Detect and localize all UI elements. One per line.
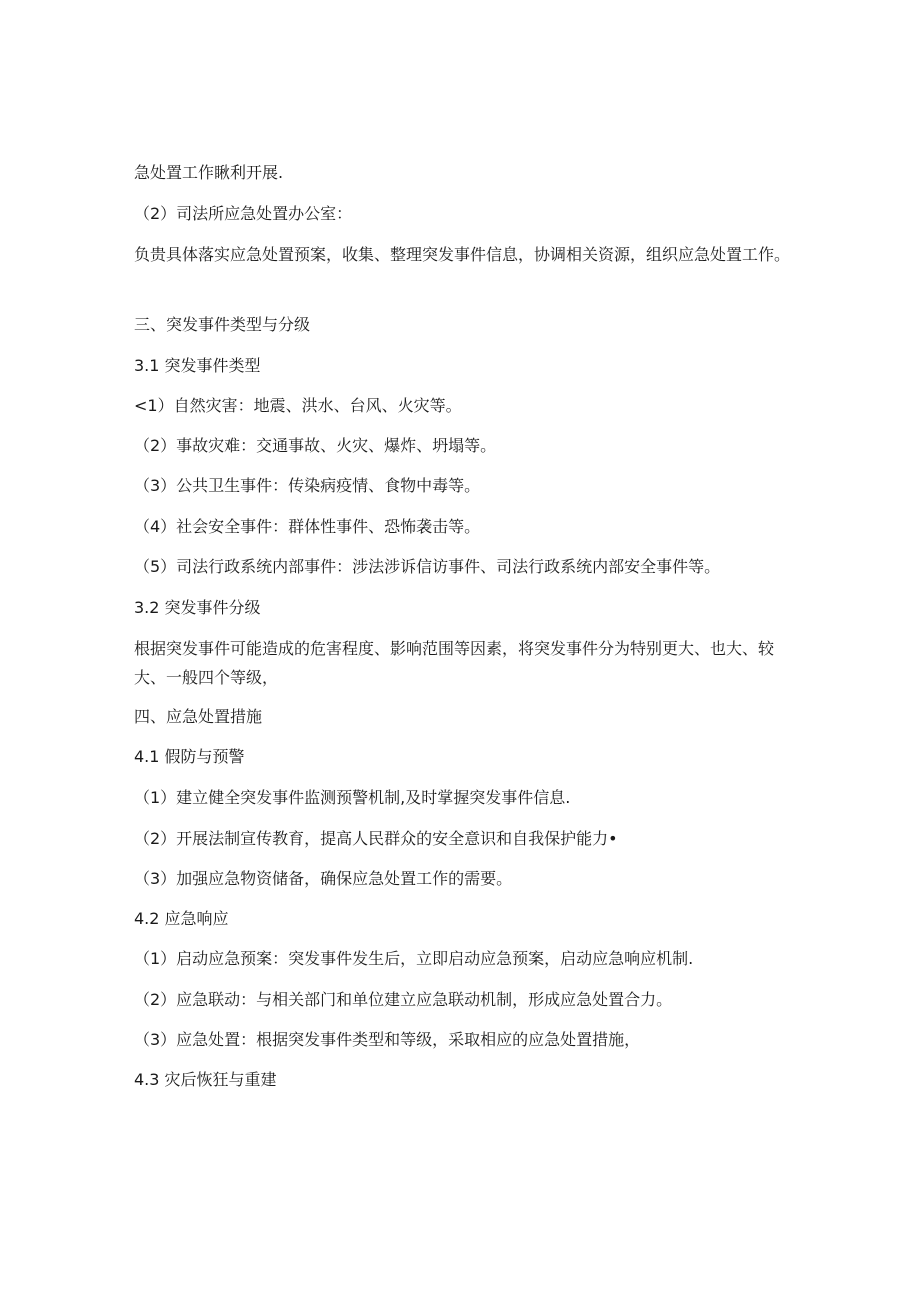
list-item-monitoring: （1）建立健全突发事件监测预警机制,及时掌握突发事件信息. (134, 788, 571, 807)
list-item-public-health: （3）公共卫生事件：传染病疫情、食物中毒等。 (134, 476, 481, 495)
list-item-coordination: （2）应急联动：与相关部门和单位建立应急联动机制，形成应急处置合力。 (134, 990, 673, 1009)
list-item-social-security: （4）社会安全事件：群体性事件、恐怖袭击等。 (134, 517, 481, 536)
list-item-response: （3）应急处置：根据突发事件类型和等级，采取相应的应急处置措施， (134, 1030, 641, 1049)
subsection-heading-3-1: 3.1 突发事件类型 (134, 356, 261, 375)
subsection-heading-4-1: 4.1 假防与预警 (134, 747, 245, 766)
paragraph-continuation: 急处置工作瞅利开展. (134, 163, 284, 182)
list-item-reserves: （3）加强应急物资储备，确保应急处置工作的需要。 (134, 869, 513, 888)
subsection-heading-4-2: 4.2 应急响应 (134, 909, 229, 928)
subsection-heading-4-3: 4.3 灾后恢狂与重建 (134, 1070, 277, 1089)
section-heading-3: 三、突发事件类型与分级 (134, 315, 311, 334)
list-item-judicial-internal: （5）司法行政系统内部事件：涉法涉诉信访事件、司法行政系统内部安全事件等。 (134, 557, 721, 576)
list-item-office: （2）司法所应急处置办公室： (134, 204, 353, 223)
subsection-heading-3-2: 3.2 突发事件分级 (134, 598, 261, 617)
paragraph-office-duties: 负贵具体落实应急处置预案，收集、整理突发事件信息，协调相关资源，组织应急处置工作。 (134, 245, 791, 264)
list-item-education: （2）开展法制宣传教育，提高人民群众的安全意识和自我保护能力• (134, 829, 618, 848)
paragraph-classification: 根据突发事件可能造成的危害程度、影响范围等因素，将突发事件分为特别更大、也大、较大、一般四个等级， (134, 639, 775, 687)
list-item-natural-disaster: <1）自然灾害：地震、洪水、台风、火灾等。 (134, 396, 462, 415)
list-item-activate-plan: （1）启动应急预案：突发事件发生后，立即启动应急预案，启动应急响应机制. (134, 949, 694, 968)
list-item-accident: （2）事故灾难：交通事故、火灾、爆炸、坍塌等。 (134, 436, 497, 455)
section-heading-4: 四、应急处置措施 (134, 707, 263, 726)
